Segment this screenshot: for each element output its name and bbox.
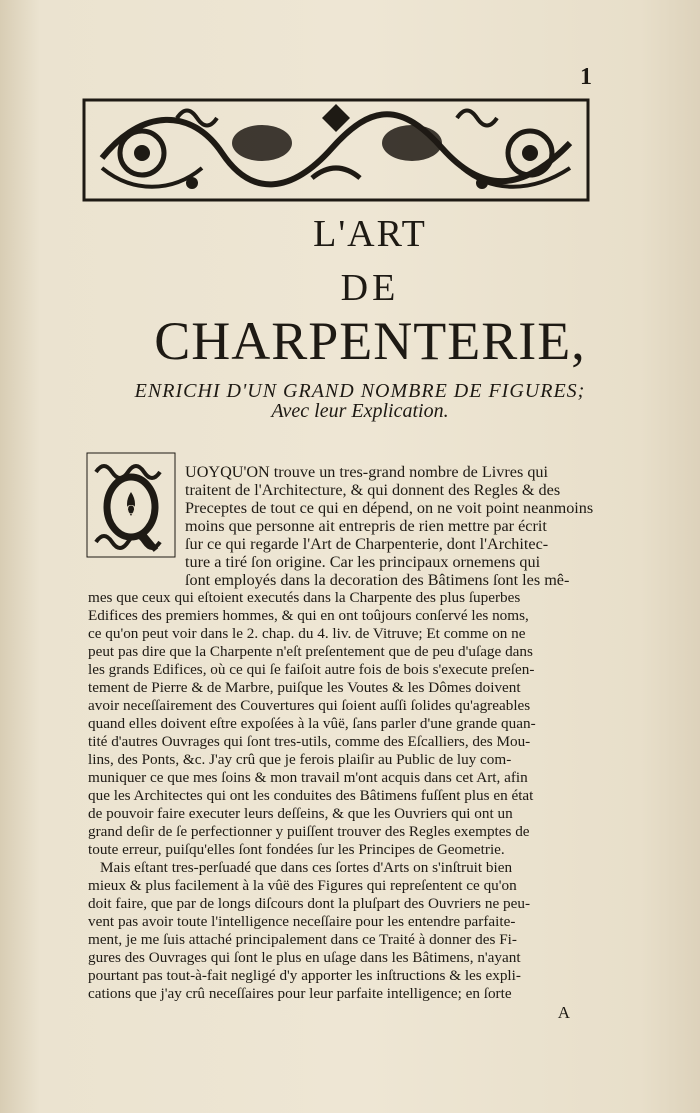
body-line: ment, je me ſuis attaché principalement dans ce Traité à donner des Fi-: [88, 931, 517, 948]
body-line: ſont employés dans la decoration des Bâtimens ſont les mê-: [185, 571, 570, 589]
page-number: 1: [580, 64, 592, 90]
body-line: tité d'autres Ouvrages qui ſont tres-utils, comme des Eſcalliers, des Mou-: [88, 733, 531, 750]
title-line-2: DE: [340, 267, 400, 309]
body-line: tement de Pierre & de Marbre, puiſque les Voutes & les Dômes doivent: [88, 679, 521, 696]
body-line: moins que personne ait entrepris de rien mettre par écrit: [185, 517, 547, 535]
body-line: Mais eſtant tres-perſuadé que dans ces ſortes d'Arts on s'inſtruit bien: [100, 859, 513, 876]
body-line: vent pas avoir toute l'intelligence neceſſaire pour les entendre parfaite-: [88, 913, 516, 930]
body-line: traitent de l'Architecture, & qui donnent des Regles & des: [185, 481, 561, 499]
body-line: gures des Ouvrages qui ſont le plus en uſage dans les Bâtimens, n'ayant: [88, 949, 521, 966]
body-line: mes que ceux qui eſtoient executés dans la Charpente des plus ſuperbes: [88, 589, 521, 606]
body-line: ce qu'on peut voir dans le 2. chap. du 4. liv. de Vitruve; Et comme on ne: [88, 625, 526, 642]
body-line: que les Architectes qui ont les conduites des Bâtimens fuſſent plus en état: [88, 787, 534, 804]
body-line: les grands Edifices, où ce qui ſe faiſoit autre fois de bois s'execute preſen-: [88, 661, 535, 678]
subtitle-line-2: Avec leur Explication.: [271, 400, 449, 422]
body-line: doit faire, que par de longs diſcours dont la pluſpart des Ouvriers ne peu-: [88, 895, 531, 912]
body-line: cations que j'ay crû neceſſaires pour leur parfaite intelligence; en ſorte: [88, 985, 512, 1002]
body-line: lins, des Ponts, &c. J'ay crû que je ferois plaiſir au Public de luy com-: [88, 751, 512, 768]
body-line: grand deſir de ſe perfectionner y puiſſent trouver des Regles exemptes de: [88, 823, 530, 840]
body-line: de pouvoir faire executer leurs deſſeins, & que les Ouvriers qui ont un: [88, 805, 513, 822]
body-line: ture a tiré ſon origine. Car les principaux ornemens qui: [185, 553, 541, 571]
body-line: avoir neceſſairement des Couvertures qui ſoient auſſi ſolides qu'agreables: [88, 697, 531, 714]
body-line: quand elles doivent eſtre expoſées à la vûë, ſans parler d'une grande quan-: [88, 715, 536, 732]
body-line: ſur ce qui regarde l'Art de Charpenterie, dont l'Architec-: [185, 535, 549, 553]
floral-dropcap-icon: [86, 452, 176, 558]
title-line-3: CHARPENTERIE,: [154, 311, 586, 371]
body-line: Preceptes de tout ce qui en dépend, on ne voit point neanmoins: [185, 499, 594, 517]
body-line: UOYQU'ON trouve un tres-grand nombre de Livres qui: [185, 463, 549, 481]
title-line-1: L'ART: [313, 213, 427, 255]
body-line: mieux & plus facilement à la vûë des Figures qui repreſentent ce qu'on: [88, 877, 517, 894]
subtitle-line-1: ENRICHI D'UN GRAND NOMBRE DE FIGURES;: [134, 380, 586, 402]
floral-ornament-icon: [82, 98, 590, 202]
catchword: A: [557, 1003, 570, 1022]
dropcap-letter: Q: [125, 503, 137, 518]
body-line: Edifices des premiers hommes, & qui en ont toûjours conſervé les noms,: [88, 607, 529, 624]
body-line: muniquer ce que mes ſoins & mon travail m'ont acquis dans cet Art, afin: [88, 769, 528, 786]
body-line: peut pas dire que la Charpente n'eſt preſentement que de peu d'uſage dans: [88, 643, 533, 660]
body-line: pourtant pas tout-à-fait negligé d'y apporter les inſtructions & les expli-: [88, 967, 521, 984]
body-line: toute erreur, puiſqu'elles ſont fondées ſur les Principes de Geometrie.: [88, 841, 505, 858]
